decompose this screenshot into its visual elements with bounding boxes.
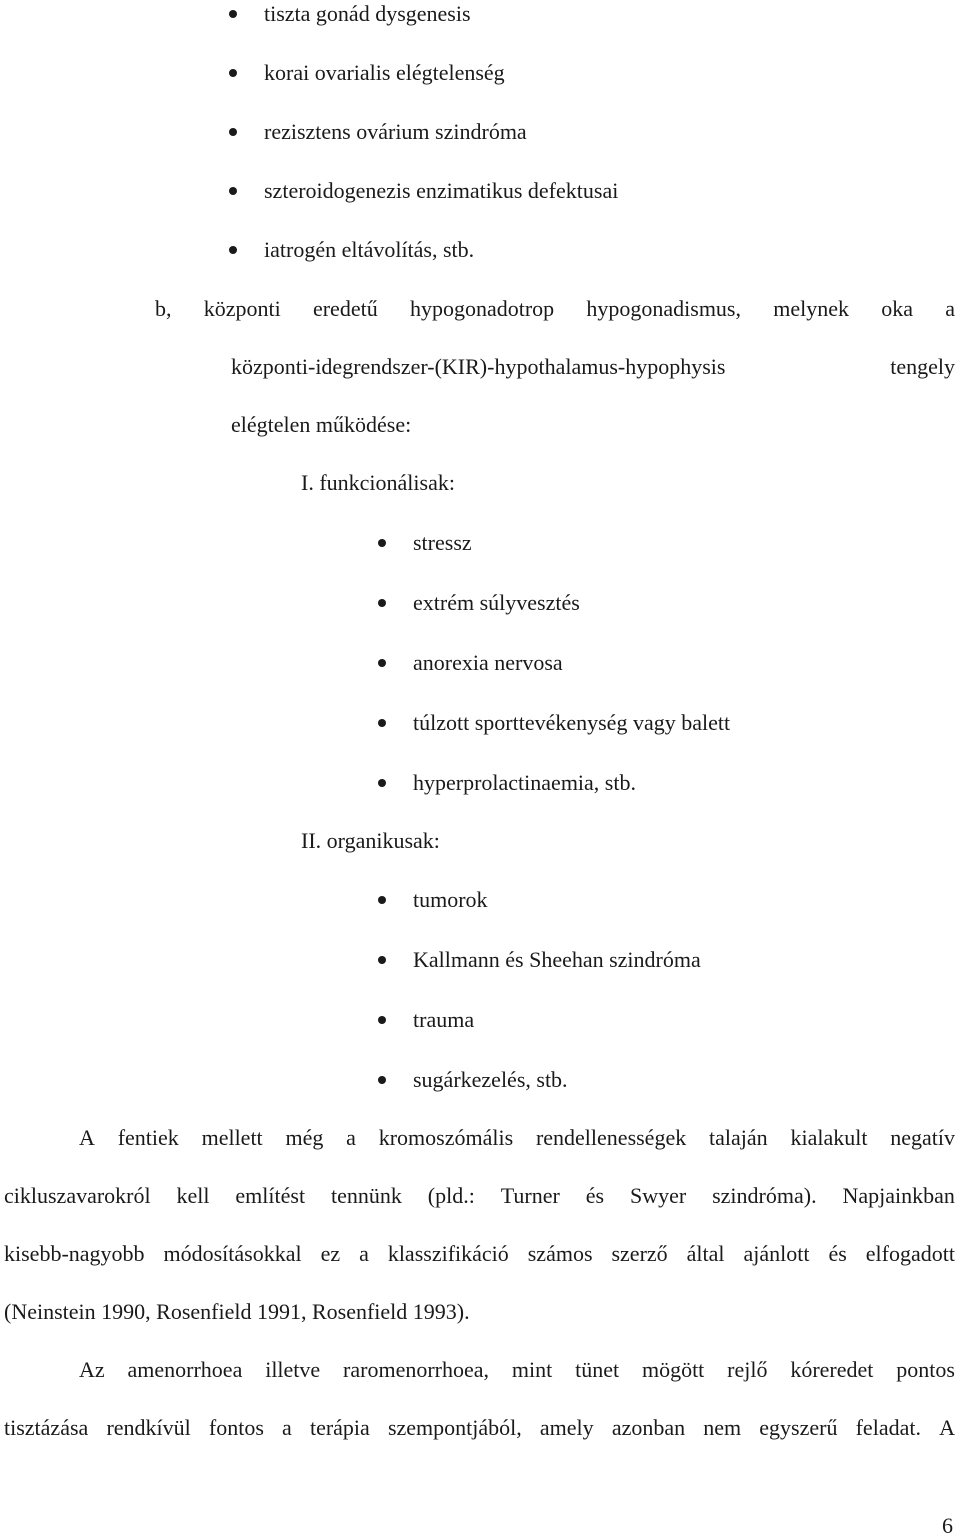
- bullet-icon: [229, 10, 237, 18]
- word: pontos: [896, 1357, 955, 1382]
- word: tisztázása: [4, 1415, 89, 1440]
- list-item: trauma: [413, 1007, 475, 1032]
- word: tennünk: [330, 1183, 402, 1208]
- list-item: Kallmann és Sheehan szindróma: [413, 947, 701, 972]
- word: módosításokkal: [163, 1241, 302, 1266]
- word: illetve: [265, 1357, 321, 1382]
- word: egyszerű: [759, 1415, 838, 1440]
- word: a: [282, 1415, 292, 1440]
- list-item: stressz: [413, 530, 472, 555]
- word: központi: [203, 296, 281, 321]
- word: (pld.:: [427, 1183, 475, 1208]
- list-item: tumorok: [413, 887, 488, 912]
- list-item: tiszta gonád dysgenesis: [264, 1, 471, 26]
- word: oka: [881, 296, 913, 321]
- bullet-icon: [229, 187, 237, 195]
- section-b-line-2: [231, 354, 955, 380]
- list-item: iatrogén eltávolítás, stb.: [264, 237, 475, 262]
- bullet-icon: [378, 659, 386, 667]
- word: Swyer: [629, 1183, 687, 1208]
- bullet-icon: [378, 956, 386, 964]
- list-item: hyperprolactinaemia, stb.: [413, 770, 636, 795]
- word: klasszifikáció: [387, 1241, 509, 1266]
- word: központi-idegrendszer-(KIR)-hypothalamus-hypophysis: [231, 354, 726, 379]
- word: mellett: [201, 1125, 263, 1150]
- word: raromenorrhoea,: [343, 1357, 490, 1382]
- word: rendellenességek: [535, 1125, 687, 1150]
- word: A: [939, 1415, 955, 1440]
- word: és: [585, 1183, 605, 1208]
- word: számos: [527, 1241, 593, 1266]
- word: még: [285, 1125, 324, 1150]
- word: talaján: [709, 1125, 768, 1150]
- list-item: rezisztens ovárium szindróma: [264, 119, 527, 144]
- word: cikluszavarokról: [4, 1183, 151, 1208]
- section-b-line-1: [155, 296, 955, 322]
- paragraph-2-line-1: [79, 1357, 955, 1383]
- word: szempontjából,: [387, 1415, 522, 1440]
- word: és: [828, 1241, 847, 1266]
- word: említést: [235, 1183, 306, 1208]
- paragraph-1-line-2: [4, 1183, 955, 1209]
- word: eredetű: [312, 296, 378, 321]
- word: amenorrhoea: [127, 1357, 243, 1382]
- word: szindróma).: [712, 1183, 817, 1208]
- word: negatív: [890, 1125, 955, 1150]
- word: amely: [539, 1415, 594, 1440]
- word: elfogadott: [865, 1241, 955, 1266]
- word: tengely: [890, 354, 955, 379]
- bullet-icon: [229, 128, 237, 136]
- bullet-icon: [229, 246, 237, 254]
- list-item: sugárkezelés, stb.: [413, 1067, 568, 1092]
- word: fentiek: [117, 1125, 179, 1150]
- word: ez: [320, 1241, 341, 1266]
- word: a: [945, 296, 955, 321]
- word: szerző: [611, 1241, 668, 1266]
- word: b,: [155, 296, 172, 321]
- word: kialakult: [790, 1125, 868, 1150]
- word: mögött: [641, 1357, 705, 1382]
- word: A: [79, 1125, 95, 1150]
- paragraph-1-line-1: [79, 1125, 955, 1151]
- word: kóreredet: [790, 1357, 874, 1382]
- word: Az: [79, 1357, 105, 1382]
- functional-heading: I. funkcionálisak:: [301, 470, 455, 495]
- paragraph-1-line-4: (Neinstein 1990, Rosenfield 1991, Rosenfield 1993).: [4, 1299, 470, 1324]
- word: melynek: [773, 296, 849, 321]
- bullet-icon: [378, 896, 386, 904]
- word: a: [346, 1125, 356, 1150]
- word: kromoszómális: [378, 1125, 514, 1150]
- word: a: [359, 1241, 369, 1266]
- bullet-icon: [378, 779, 386, 787]
- word: rejlő: [727, 1357, 768, 1382]
- bullet-icon: [378, 1076, 386, 1084]
- word: azonban: [611, 1415, 686, 1440]
- bullet-icon: [378, 539, 386, 547]
- word: kisebb-nagyobb: [4, 1241, 145, 1266]
- organic-heading: II. organikusak:: [301, 828, 440, 853]
- word: hypogonadismus,: [586, 296, 741, 321]
- word: kell: [176, 1183, 210, 1208]
- word: tünet: [575, 1357, 620, 1382]
- bullet-icon: [378, 599, 386, 607]
- bullet-icon: [378, 719, 386, 727]
- word: fontos: [208, 1415, 264, 1440]
- paragraph-1-line-3: [4, 1241, 955, 1267]
- word: Napjainkban: [842, 1183, 955, 1208]
- list-item: túlzott sporttevékenység vagy balett: [413, 710, 731, 735]
- word: feladat.: [855, 1415, 921, 1440]
- word: terápia: [309, 1415, 370, 1440]
- word: által: [686, 1241, 725, 1266]
- word: mint: [511, 1357, 553, 1382]
- word: nem: [703, 1415, 742, 1440]
- bullet-icon: [229, 69, 237, 77]
- section-b-line-3: elégtelen működése:: [231, 412, 412, 437]
- word: Turner: [500, 1183, 560, 1208]
- word: rendkívül: [106, 1415, 191, 1440]
- list-item: anorexia nervosa: [413, 650, 563, 675]
- page-number: 6: [942, 1513, 953, 1538]
- bullet-icon: [378, 1016, 386, 1024]
- list-item: szteroidogenezis enzimatikus defektusai: [264, 178, 619, 203]
- list-item: korai ovarialis elégtelenség: [264, 60, 505, 85]
- word: ajánlott: [743, 1241, 810, 1266]
- word: hypogonadotrop: [409, 296, 555, 321]
- list-item: extrém súlyvesztés: [413, 590, 580, 615]
- paragraph-2-line-2: [4, 1415, 955, 1441]
